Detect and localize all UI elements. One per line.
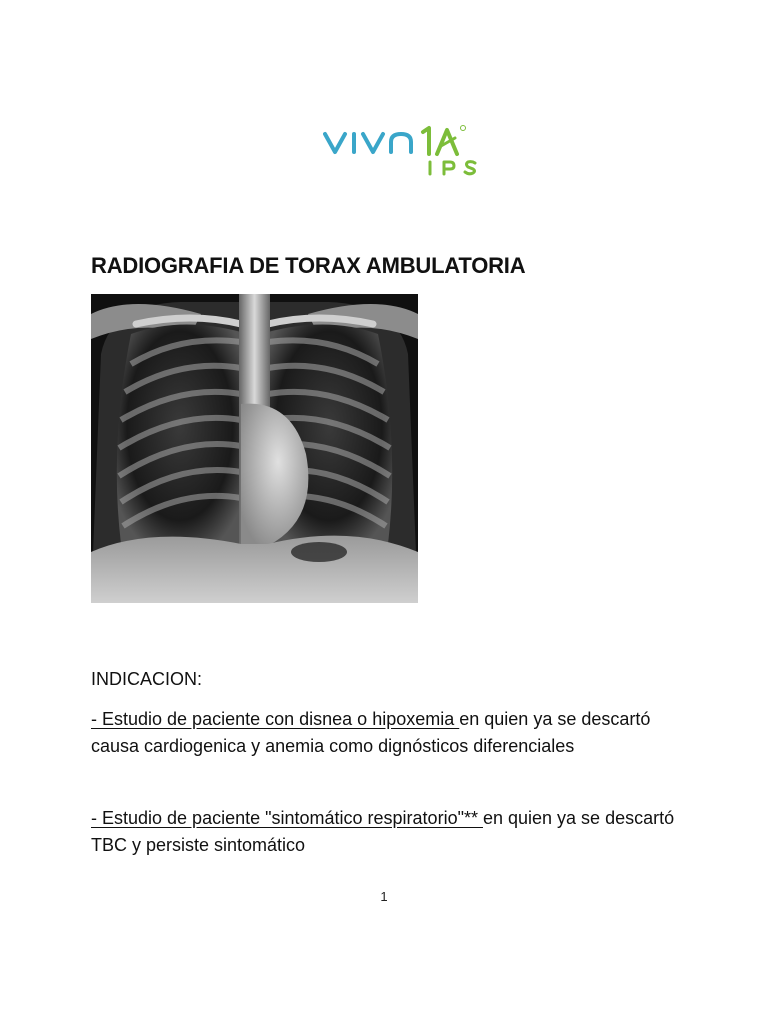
indication-item-text: en quien ya se descartó TBC y persiste sintomático <box>91 808 675 855</box>
indication-item <box>91 706 691 760</box>
chest-xray-image <box>91 294 418 603</box>
indication-item-text: en quien ya se descartó causa cardiogenica y anemia como dignósticos diferenciales <box>91 709 651 756</box>
logo-graphic <box>323 122 493 180</box>
indication-item <box>91 805 691 859</box>
indication-label: INDICACION: <box>91 669 203 689</box>
page-number: 1 <box>380 889 388 904</box>
viva1a-ips-logo <box>323 122 493 180</box>
xray-illustration <box>91 294 418 603</box>
document-title: RADIOGRAFIA DE TORAX AMBULATORIA <box>91 253 526 278</box>
indication-item-underlined: - Estudio de paciente con disnea o hipoxemia <box>91 709 460 729</box>
indication-item-underlined: - Estudio de paciente "sintomático respiratorio"** <box>91 808 483 828</box>
